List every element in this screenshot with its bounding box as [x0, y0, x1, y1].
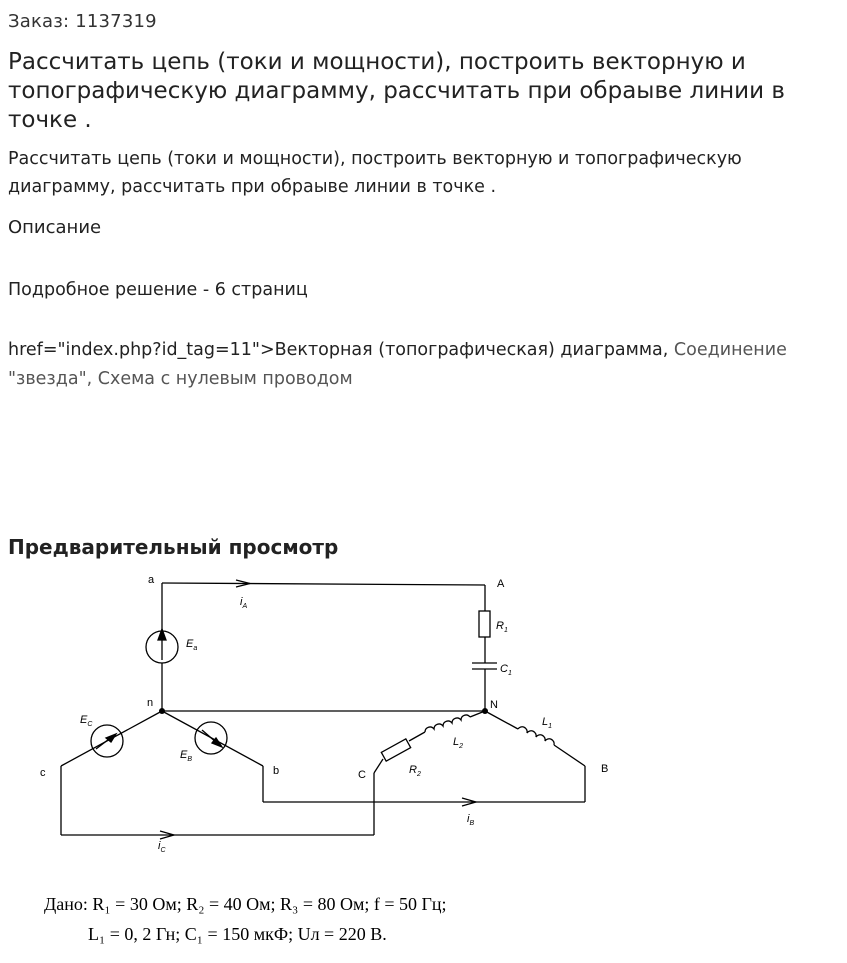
label-eb: $E_B$ [180, 749, 193, 763]
label-node-a: a [148, 574, 155, 586]
label-ia: $i_A$ [240, 596, 248, 610]
description-section-label: Описание [8, 217, 102, 238]
solution-detail: Подробное решение - 6 страниц [8, 280, 308, 300]
tag-neutral-wire[interactable]: Схема с нулевым проводом [97, 369, 353, 389]
resistor-r1 [479, 611, 490, 637]
label-r1: $R_1$ [496, 620, 508, 634]
label-ib: $i_B$ [467, 813, 475, 827]
label-node-B: B [601, 763, 609, 775]
inductor-l2 [425, 715, 470, 732]
label-node-n: n [147, 697, 154, 709]
preview-heading: Предварительный просмотр [8, 535, 339, 559]
label-l2: $L_2$ [453, 736, 464, 750]
label-node-c: c [40, 767, 46, 779]
task-description: Рассчитать цепь (токи и мощности), построить векторную и топографическую диаграмму, рассчитать при обраыве линии в точке . [8, 149, 742, 197]
circuit-preview-image [0, 565, 620, 963]
label-node-N: N [490, 699, 498, 711]
label-c1: $C_1$ [500, 663, 512, 677]
given-line-2: L₁ = 0, 2 Гн; C₁ = 150 мкФ; Uл = 220 В. [88, 924, 387, 944]
circuit-diagram [0, 565, 620, 959]
node-n-dot [159, 708, 165, 714]
label-l1: $L_1$ [542, 716, 553, 730]
line-a-A [162, 583, 485, 585]
order-number: Заказ: 1137319 [8, 11, 157, 32]
node-N-dot [482, 708, 488, 714]
resistor-r2 [381, 739, 410, 761]
tag-raw-prefix: href="index.php?id_tag=11"> [8, 340, 275, 360]
given-line-1: Дано: R₁ = 30 Ом; R₂ = 40 Ом; R₃ = 80 Ом; f = 50 Гц; [44, 894, 447, 914]
tag-vector-diagram[interactable]: Векторная (топографическая) диаграмма [274, 340, 663, 360]
tag-list [8, 336, 838, 394]
label-ea: $E_a$ [186, 638, 198, 652]
tag-star-connection[interactable]: Соединение "звезда" [8, 340, 787, 389]
label-ic: $i_C$ [158, 840, 166, 854]
label-node-C: C [358, 769, 366, 781]
label-ec: $E_C$ [80, 714, 93, 728]
tag-separator: , [662, 340, 674, 360]
label-node-A: A [497, 578, 505, 590]
page-title: Рассчитать цепь (токи и мощности), построить векторную и топографическую диаграмму, рассчитать при обраыве линии в точке . [8, 49, 785, 133]
label-node-b: b [273, 765, 280, 777]
tag-separator: , [86, 369, 98, 389]
label-r2: $R_2$ [409, 764, 421, 778]
